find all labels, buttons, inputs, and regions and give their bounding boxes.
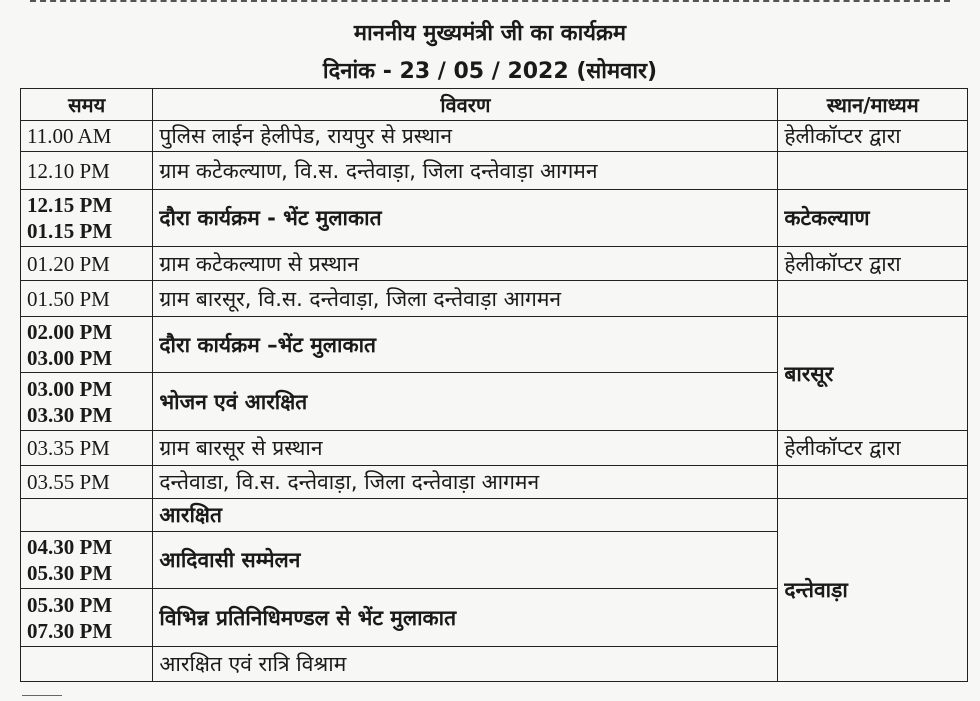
table-row [21,466,968,499]
description-cell: पुलिस लाईन हेलीपेड, रायपुर से प्रस्थान [153,121,778,152]
time-cell [21,317,153,373]
time-start: 04.30 PM [27,535,113,559]
time-end: 03.00 PM [27,345,113,370]
time-cell [21,499,153,532]
time-end: 05.30 PM [27,561,113,585]
description-cell: भोजन एवं आरक्षित [153,373,778,431]
time-start: 11.00 AM [27,124,112,148]
column-header-place: स्थान/माध्यम [778,89,968,121]
bottom-rule [22,695,62,696]
place-cell: हेलीकॉप्टर द्वारा [778,247,968,281]
table-row [21,317,968,373]
description-cell: आरक्षित एवं रात्रि विश्राम [153,647,778,682]
header-row [21,89,968,121]
table-row [21,190,968,247]
time-start: 05.30 PM [27,592,113,617]
top-dashed-rule [30,0,950,2]
place-cell: हेलीकॉप्टर द्वारा [778,431,968,466]
description-cell: दौरा कार्यक्रम –भेंट मुलाकात [153,317,778,373]
table-row [21,499,968,532]
place-cell [778,466,968,499]
time-cell [21,466,153,499]
place-cell: दन्तेवाड़ा [778,499,968,682]
time-start: 01.20 PM [27,251,110,276]
table-row [21,121,968,152]
place-cell [778,152,968,190]
place-cell: हेलीकॉप्टर द्वारा [778,121,968,152]
description-cell: ग्राम कटेकल्याण, वि.स. दन्तेवाड़ा, जिला दन्तेवाड़ा आगमन [153,152,778,190]
time-cell [21,121,153,152]
description-cell: दन्तेवाडा, वि.स. दन्तेवाड़ा, जिला दन्तेवाड़ा आगमन [153,466,778,499]
document-title: माननीय मुख्यमंत्री जी का कार्यक्रम [353,21,627,46]
time-cell [21,152,153,190]
time-cell [21,532,153,589]
place-cell: कटेकल्याण [778,190,968,247]
description-cell: ग्राम कटेकल्याण से प्रस्थान [153,247,778,281]
column-header-description: विवरण [153,89,778,121]
table-row [21,431,968,466]
column-header-time: समय [21,89,153,121]
time-end: 03.30 PM [27,402,113,427]
time-cell [21,247,153,281]
description-cell: ग्राम बारसूर, वि.स. दन्तेवाड़ा, जिला दन्तेवाड़ा आगमन [153,281,778,317]
time-start: 02.00 PM [27,319,113,344]
time-cell [21,431,153,466]
time-cell [21,589,153,647]
date-line: दिनांक - 23 / 05 / 2022 (सोमवार) [322,59,658,84]
description-cell: ग्राम बारसूर से प्रस्थान [153,431,778,466]
time-end: 07.30 PM [27,618,113,643]
time-start: 03.55 PM [27,470,110,494]
table-row [21,247,968,281]
place-cell [778,281,968,317]
table-row [21,152,968,190]
time-start: 01.50 PM [27,286,110,311]
time-cell [21,281,153,317]
place-cell: बारसूर [778,317,968,431]
schedule-table [20,88,968,682]
table-row [21,281,968,317]
time-start: 12.10 PM [27,158,110,183]
time-start: 03.00 PM [27,376,113,401]
time-start: 03.35 PM [27,436,110,460]
time-start: 12.15 PM [27,193,113,217]
time-end: 01.15 PM [27,219,113,243]
description-cell: आदिवासी सम्मेलन [153,532,778,589]
description-cell: विभिन्न प्रतिनिधिमण्डल से भेंट मुलाकात [153,589,778,647]
time-cell [21,190,153,247]
time-cell [21,647,153,682]
description-cell: आरक्षित [153,499,778,532]
description-cell: दौरा कार्यक्रम - भेंट मुलाकात [153,190,778,247]
time-cell [21,373,153,431]
